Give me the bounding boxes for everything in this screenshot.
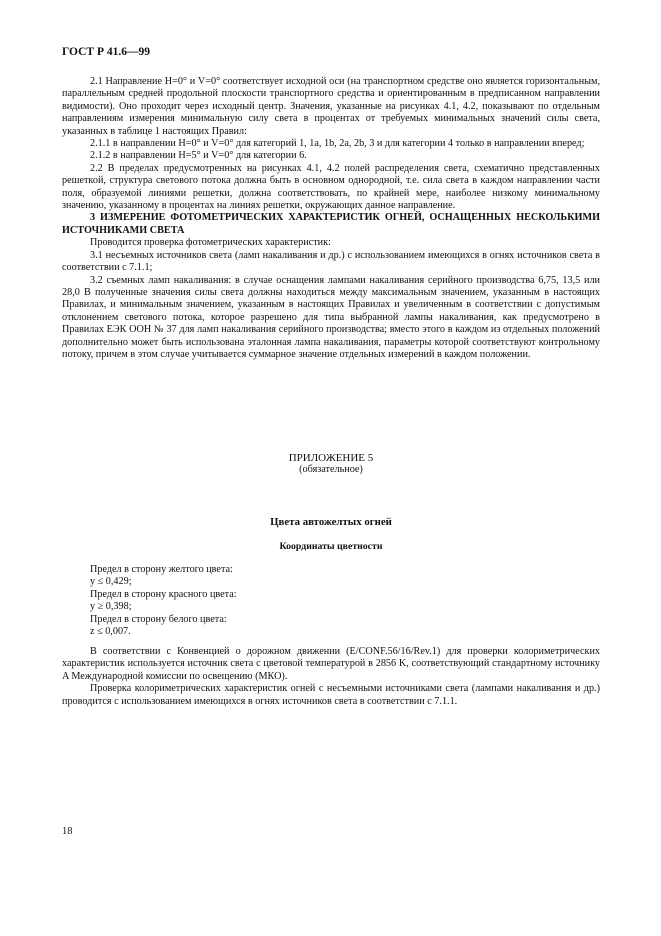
appendix-title-block [62, 452, 600, 477]
appendix-body [62, 646, 600, 708]
paragraph-2-1-2: 2.1.2 в направлении H=5° и V=0° для категории 6. [90, 150, 307, 162]
appendix-status: (обязательное) [299, 464, 363, 476]
appendix-heading: Цвета автожелтых огней [270, 516, 392, 528]
appendix-subheading-block [62, 541, 600, 553]
section-3-intro: Проводится проверка фотометрических характеристик: [90, 237, 331, 249]
paragraph-2-1-1: 2.1.1 в направлении H=0° и V=0° для категорий 1, 1a, 1b, 2a, 2b, 3 и для категории 4 только в направлении вперед; [90, 138, 585, 150]
chromaticity-limits [62, 564, 600, 638]
paragraph-2-2: 2.2 В пределах предусмотренных на рисунках 4.1, 4.2 полей распределения света, схематично представленных решеткой, структура светового потока должна быть в основном однородной, т.е. сила света в каждом направлении части поля, образуемой линиями решетки, должна соответствовать, по крайней мере, наиболее низкому минимальному значению, указанному в процентах на линиях решетки, окружающих данное направление. [62, 162, 600, 212]
section-2-3-body [62, 76, 600, 361]
paragraph-3-2: 3.2 съемных ламп накаливания: в случае оснащения лампами накаливания серийного производства 6,75, 13,5 или 28,0 В полученные значения силы света должны находиться между максимальным значением, указанным в настоящих Правилах, и минимальным значением, указанным в настоящих Правилах и увеличенным в соответствии с допустимым отклонением светового потока, которое разрешено для типа выбранной лампы накаливания, как предусмотрено в Правилах ЕЭК ООН № 37 для ламп накаливания серийного производства; вместо этого в каждом из отдельных положений дополнительно может быть использована эталонная лампа накаливания, параметры которой соответствуют контрольному потоку, причем в этом случае учитывается суммарное значение отдельных измерений в каждом положении. [62, 274, 600, 360]
limit-label-yellow: Предел в сторону желтого цвета: [90, 564, 233, 575]
paragraph-3-1: 3.1 несъемных источников света (ламп накаливания и др.) с использованием имеющихся в огнях источников света в соответствии с 7.1.1; [62, 249, 600, 274]
page-number: 18 [62, 826, 73, 837]
section-3-heading: 3 ИЗМЕРЕНИЕ ФОТОМЕТРИЧЕСКИХ ХАРАКТЕРИСТИК ОГНЕЙ, ОСНАЩЕННЫХ НЕСКОЛЬКИМИ ИСТОЧНИКАМИ СВЕТА [62, 212, 600, 236]
appendix-title: ПРИЛОЖЕНИЕ 5 [288, 452, 374, 464]
limit-value-white: z ≤ 0,007. [90, 626, 131, 638]
limit-label-white: Предел в сторону белого цвета: [90, 613, 227, 625]
appendix-paragraph-1: В соответствии с Конвенцией о дорожном движении (E/CONF.56/16/Rev.1) для проверки колориметрических характеристик используется источник света с цветовой температурой в 2856 K, соответствующий стандартному источнику A Международной комиссии по освещению (МКО). [62, 646, 600, 682]
appendix-heading-block [62, 516, 600, 528]
standard-code-header: ГОСТ Р 41.6—99 [62, 46, 150, 58]
limit-label-red: Предел в сторону красного цвета: [90, 588, 237, 600]
appendix-subheading: Координаты цветности [279, 541, 383, 552]
limit-value-yellow: y ≤ 0,429; [90, 576, 132, 588]
appendix-paragraph-2: Проверка колориметрических характеристик огней с несъемными источниками света (лампами накаливания и др.) проводится с использованием имеющихся в огнях источников света в соответствии с 7.1.1. [62, 683, 600, 707]
paragraph-2-1: 2.1 Направление H=0° и V=0° соответствует исходной оси (на транспортном средстве оно является горизонтальным, параллельным средней продольной плоскости транспортного средства и ориентированным в предписанном направлении видимости). Оно проходит через исходный центр. Значения, указанные на рисунках 4.1, 4.2, показывают по отдельным направлениям измерения минимальную силу света в процентах от требуемых минимальных значений силы света, указанных в таблице 1 настоящих Правил: [62, 76, 600, 137]
limit-value-red: y ≥ 0,398; [90, 601, 132, 613]
